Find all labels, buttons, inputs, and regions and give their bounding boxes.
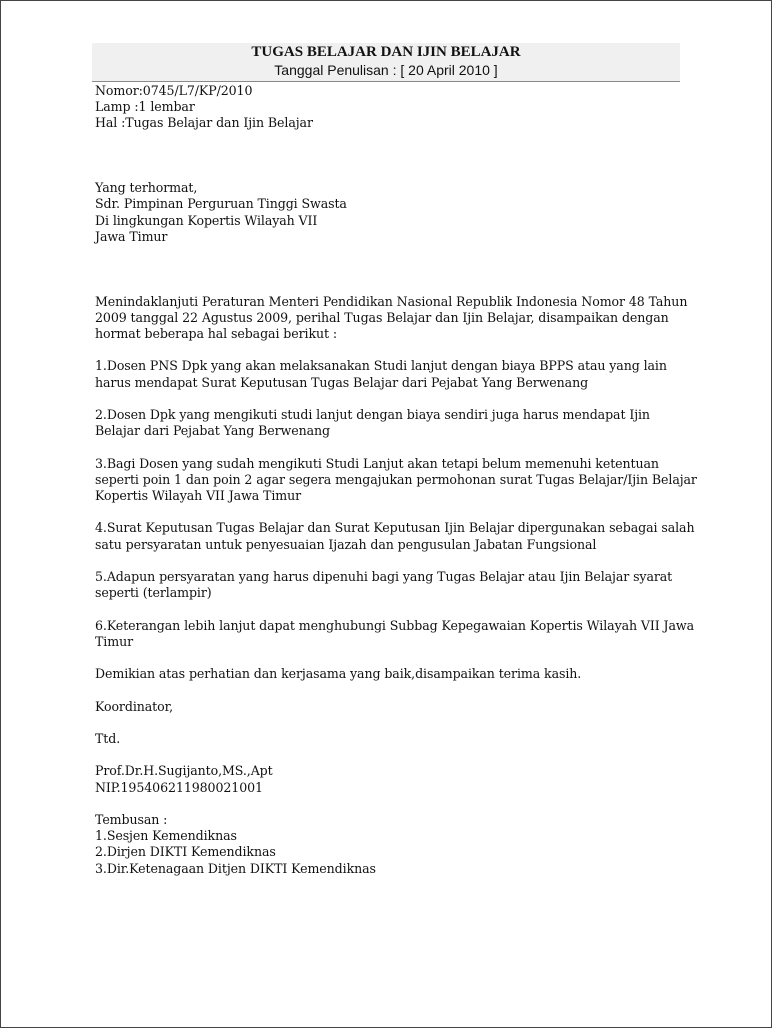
point-line: 4.Surat Keputusan Tugas Belajar dan Surat Keputusan Ijin Belajar dipergunakan sebagai salah — [95, 520, 695, 536]
signer-block — [95, 763, 685, 795]
signer-name: Prof.Dr.H.Sugijanto,MS.,Apt — [95, 763, 273, 779]
point-6 — [95, 617, 694, 650]
point-line: harus mendapat Surat Keputusan Tugas Belajar dari Pejabat Yang Berwenang — [95, 374, 589, 390]
document-title: TUGAS BELAJAR DAN IJIN BELAJAR — [251, 44, 521, 60]
letter-attachment: Lamp :1 lembar — [95, 99, 195, 115]
intro-line: 2009 tanggal 22 Agustus 2009, perihal Tugas Belajar dan Ijin Belajar, disampaikan dengan — [95, 309, 669, 325]
point-line: Timur — [95, 633, 134, 649]
signer-role: Koordinator, — [95, 698, 174, 714]
cc-item: 2.Dirjen DIKTI Kemendiknas — [95, 844, 276, 860]
recipient-line: Sdr. Pimpinan Perguruan Tinggi Swasta — [95, 196, 347, 212]
intro-line: Menindaklanjuti Peraturan Menteri Pendidikan Nasional Republik Indonesia Nomor 48 Tahun — [95, 293, 688, 309]
intro-line: hormat beberapa hal sebagai berikut : — [95, 326, 338, 342]
recipient-line: Jawa Timur — [95, 228, 168, 244]
point-line: 6.Keterangan lebih lanjut dapat menghubungi Subbag Kepegawaian Kopertis Wilayah VII Jawa — [95, 617, 694, 633]
recipient-line: Di lingkungan Kopertis Wilayah VII — [95, 212, 318, 228]
point-line: Belajar dari Pejabat Yang Berwenang — [95, 423, 330, 439]
point-4 — [95, 520, 695, 552]
point-line: Kopertis Wilayah VII Jawa Timur — [95, 488, 302, 503]
point-1 — [95, 358, 685, 390]
point-line: seperti poin 1 dan poin 2 agar segera mengajukan permohonan surat Tugas Belajar/Ijin Belajar — [95, 471, 697, 487]
carbon-copy-block — [95, 812, 685, 877]
cc-label: Tembusan : — [95, 811, 168, 827]
intro-paragraph — [95, 293, 688, 343]
point-line: 5.Adapun persyaratan yang harus dipenuhi bagi yang Tugas Belajar atau Ijin Belajar syarat — [95, 568, 673, 584]
document-header — [92, 43, 680, 82]
cc-item: 3.Dir.Ketenagaan Ditjen DIKTI Kemendiknas — [95, 860, 376, 876]
point-line: satu persyaratan untuk penyesuaian Ijazah dan pengusulan Jabatan Fungsional — [95, 536, 597, 552]
letter-body — [95, 83, 697, 877]
point-3 — [95, 455, 697, 505]
point-5 — [95, 569, 685, 601]
document-date: Tanggal Penulisan : [ 20 April 2010 ] — [274, 62, 498, 78]
point-line: seperti (terlampir) — [95, 585, 212, 601]
point-2 — [95, 407, 685, 439]
letter-subject: Hal :Tugas Belajar dan Ijin Belajar — [95, 115, 313, 131]
recipient-block — [95, 180, 685, 245]
point-line: 2.Dosen Dpk yang mengikuti studi lanjut dengan biaya sendiri juga harus mendapat Ijin — [95, 407, 650, 422]
signature-mark: Ttd. — [95, 730, 121, 746]
letter-reference — [95, 83, 685, 132]
cc-item: 1.Sesjen Kemendiknas — [95, 828, 237, 844]
letter-number: Nomor:0745/L7/KP/2010 — [95, 83, 253, 98]
signer-nip: NIP.195406211980021001 — [95, 779, 263, 795]
point-line: 1.Dosen PNS Dpk yang akan melaksanakan Studi lanjut dengan biaya BPPS atau yang lain — [95, 358, 667, 374]
point-line: 3.Bagi Dosen yang sudah mengikuti Studi Lanjut akan tetapi belum memenuhi ketentuan — [95, 455, 659, 471]
recipient-line: Yang terhormat, — [95, 180, 198, 196]
closing-sentence: Demikian atas perhatian dan kerjasama yang baik,disampaikan terima kasih. — [95, 666, 582, 682]
